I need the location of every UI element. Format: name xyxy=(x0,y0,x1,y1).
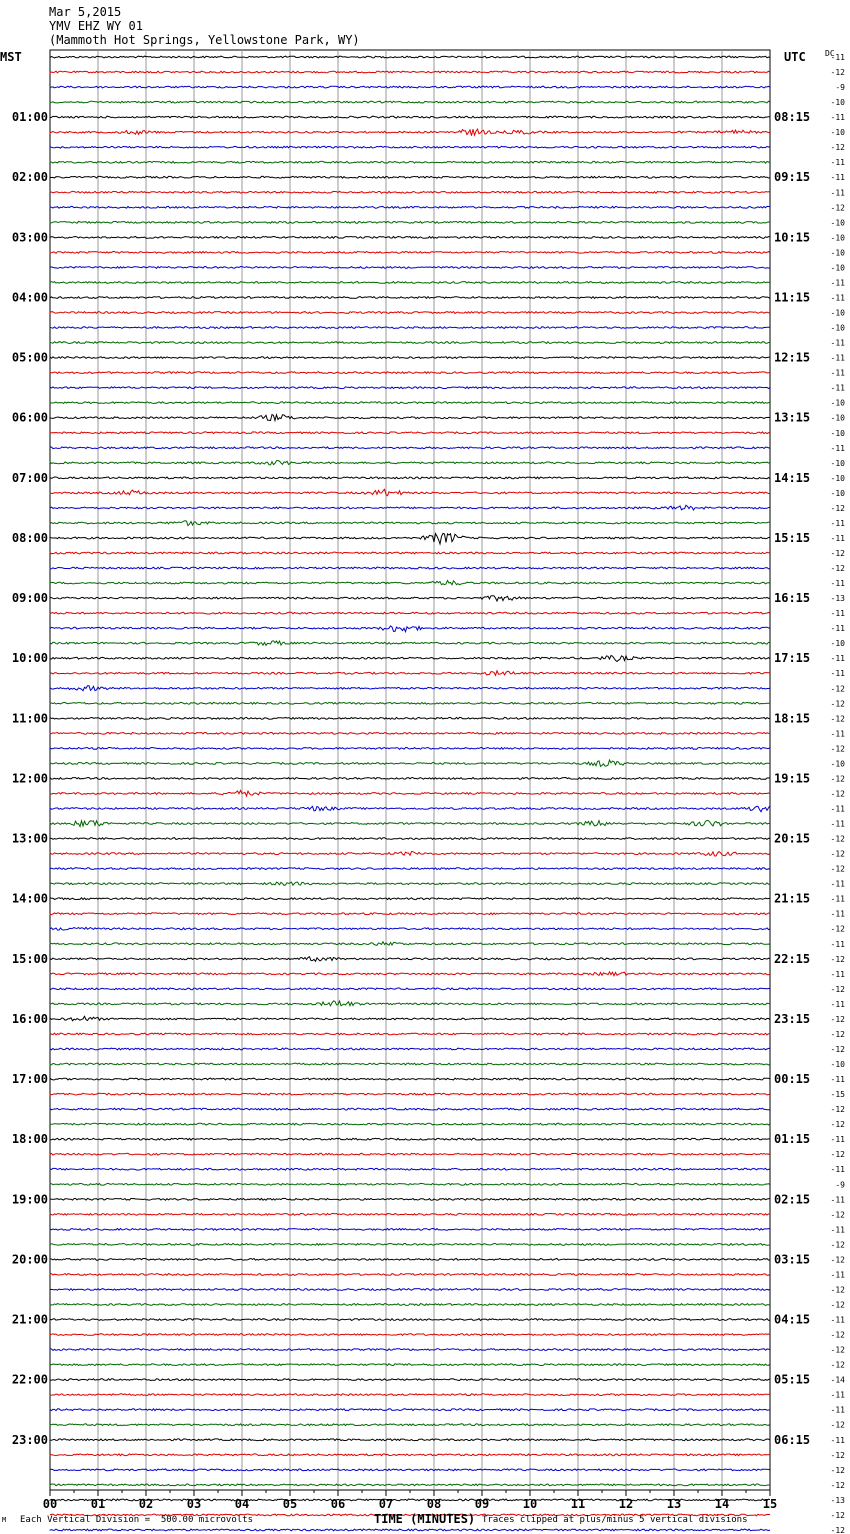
dc-offset-label: -11 xyxy=(830,173,845,183)
seismic-trace xyxy=(50,1469,770,1471)
dc-offset-label: -11 xyxy=(830,969,845,979)
seismic-trace xyxy=(50,237,770,239)
right-hour-label: 00:15 xyxy=(774,1072,811,1087)
seismic-trace xyxy=(50,101,770,103)
dc-offset-label: -10 xyxy=(830,428,845,438)
x-tick-label: 15 xyxy=(762,1497,778,1511)
left-hour-label: 05:00 xyxy=(11,350,48,365)
dc-offset-label: -11 xyxy=(830,669,845,679)
right-hour-label: 20:15 xyxy=(774,831,811,846)
seismic-trace xyxy=(50,1439,770,1441)
seismic-trace xyxy=(50,760,770,766)
seismic-trace xyxy=(50,477,770,479)
seismic-trace xyxy=(50,898,770,900)
seismic-trace xyxy=(50,1424,770,1426)
dc-offset-label: -11 xyxy=(830,909,845,919)
seismic-trace xyxy=(50,612,770,614)
seismic-trace xyxy=(50,1198,770,1200)
seismic-trace xyxy=(50,1138,770,1140)
dc-offset-label: -12 xyxy=(830,864,845,874)
dc-offset-label: -12 xyxy=(830,203,845,213)
seismic-trace xyxy=(50,868,770,870)
seismic-trace xyxy=(50,1364,770,1366)
dc-offset-label: -12 xyxy=(830,1345,845,1355)
dc-offset-label: -11 xyxy=(830,443,845,453)
seismic-trace xyxy=(50,733,770,735)
right-hour-label: 05:15 xyxy=(774,1372,811,1387)
dc-offset-label: -11 xyxy=(830,729,845,739)
left-hour-label: 17:00 xyxy=(11,1072,48,1087)
x-tick-label: 11 xyxy=(570,1497,586,1511)
seismic-trace xyxy=(50,1244,770,1246)
dc-offset-label: -12 xyxy=(830,954,845,964)
seismic-trace xyxy=(50,913,770,915)
seismic-trace xyxy=(50,1394,770,1396)
dc-offset-label: -11 xyxy=(830,158,845,168)
seismic-trace xyxy=(50,702,770,704)
dc-offset-label: -12 xyxy=(830,1480,845,1490)
right-hour-label: 10:15 xyxy=(774,230,811,245)
x-tick-label: 01 xyxy=(90,1497,106,1511)
seismic-trace xyxy=(50,1016,770,1020)
dc-offset-label: -12 xyxy=(830,1105,845,1115)
dc-offset-label: -12 xyxy=(830,789,845,799)
seismic-trace xyxy=(50,1183,770,1185)
seismic-trace xyxy=(50,641,770,646)
right-hour-label: 06:15 xyxy=(774,1432,811,1447)
dc-offset-label: -12 xyxy=(830,1044,845,1054)
seismic-trace xyxy=(50,1228,770,1230)
dc-offset-label: -11 xyxy=(830,579,845,589)
right-hour-label: 17:15 xyxy=(774,651,811,666)
seismic-trace xyxy=(50,1063,770,1065)
x-tick-label: 10 xyxy=(522,1497,538,1511)
seismic-trace xyxy=(50,1484,770,1486)
dc-offset-label: -11 xyxy=(830,1195,845,1205)
dc-offset-label: -12 xyxy=(830,1330,845,1340)
seismic-trace xyxy=(50,927,770,930)
seismic-trace xyxy=(50,552,770,554)
dc-offset-label: -11 xyxy=(830,278,845,288)
dc-offset-label: -14 xyxy=(830,1375,845,1385)
corner-mark: M xyxy=(2,1516,7,1524)
seismic-trace xyxy=(50,806,770,812)
seismic-trace xyxy=(50,820,770,826)
dc-offset-label: -10 xyxy=(830,1060,845,1070)
dc-offset-label: -12 xyxy=(830,744,845,754)
seismic-trace xyxy=(50,1168,770,1170)
dc-offset-label: -10 xyxy=(830,398,845,408)
seismic-trace xyxy=(50,432,770,434)
dc-offset-label: -11 xyxy=(830,654,845,664)
dc-offset-label: -11 xyxy=(830,999,845,1009)
right-timezone-label: UTC xyxy=(784,50,806,64)
right-hour-label: 12:15 xyxy=(774,350,811,365)
left-hour-label: 16:00 xyxy=(11,1011,48,1026)
seismic-trace xyxy=(50,596,770,601)
left-hour-label: 09:00 xyxy=(11,591,48,606)
dc-offset-label: -11 xyxy=(830,1405,845,1415)
left-hour-label: 19:00 xyxy=(11,1192,48,1207)
x-tick-label: 08 xyxy=(426,1497,442,1511)
x-tick-label: 12 xyxy=(618,1497,634,1511)
right-hour-label: 18:15 xyxy=(774,711,811,726)
dc-offset-label: -10 xyxy=(830,488,845,498)
dc-offset-label: -11 xyxy=(830,894,845,904)
dc-offset-label: -12 xyxy=(830,1300,845,1310)
seismic-trace xyxy=(50,717,770,719)
dc-offset-label: -12 xyxy=(830,503,845,513)
dc-offset-label: -12 xyxy=(830,1285,845,1295)
dc-offset-label: -11 xyxy=(830,1225,845,1235)
right-hour-label: 13:15 xyxy=(774,410,811,425)
left-hour-label: 21:00 xyxy=(11,1312,48,1327)
right-hour-label: 02:15 xyxy=(774,1192,811,1207)
seismic-trace xyxy=(50,656,770,662)
seismic-trace xyxy=(50,1213,770,1215)
x-tick-label: 03 xyxy=(186,1497,202,1511)
seismic-trace xyxy=(50,71,770,73)
dc-offset-label: -12 xyxy=(830,1525,845,1534)
dc-offset-label: -11 xyxy=(830,939,845,949)
dc-offset-label: -11 xyxy=(830,1075,845,1085)
seismic-trace xyxy=(50,1108,770,1110)
dc-offset-label: -11 xyxy=(830,879,845,889)
seismic-trace xyxy=(50,748,770,750)
seismic-trace xyxy=(50,372,770,374)
seismic-trace xyxy=(50,1078,770,1080)
left-hour-label: 20:00 xyxy=(11,1252,48,1267)
dc-offset-label: -12 xyxy=(830,1014,845,1024)
seismic-trace xyxy=(50,191,770,193)
seismic-trace xyxy=(50,1334,770,1336)
right-hour-label: 14:15 xyxy=(774,470,811,485)
dc-offset-label: -10 xyxy=(830,233,845,243)
seismic-trace xyxy=(50,1304,770,1306)
dc-offset-label: -11 xyxy=(830,1435,845,1445)
dc-offset-label: -11 xyxy=(830,293,845,303)
seismic-trace xyxy=(50,882,770,885)
dc-offset-label: -12 xyxy=(830,849,845,859)
left-hour-label: 02:00 xyxy=(11,170,48,185)
seismic-trace xyxy=(50,402,770,404)
seismic-trace xyxy=(50,686,770,691)
seismic-trace xyxy=(50,1454,770,1456)
left-hour-label: 08:00 xyxy=(11,530,48,545)
dc-offset-label: -11 xyxy=(830,518,845,528)
right-hour-label: 16:15 xyxy=(774,591,811,606)
x-tick-label: 09 xyxy=(474,1497,490,1511)
dc-offset-label: -12 xyxy=(830,1210,845,1220)
seismic-trace xyxy=(50,312,770,314)
left-timezone-label: MST xyxy=(0,50,22,64)
left-hour-label: 07:00 xyxy=(11,470,48,485)
dc-offset-label: -11 xyxy=(830,1165,845,1175)
left-hour-label: 04:00 xyxy=(11,290,48,305)
seismic-trace xyxy=(50,1319,770,1321)
station-code: YMV EHZ WY 01 xyxy=(49,19,143,33)
dc-offset-label: -10 xyxy=(830,323,845,333)
right-hour-label: 21:15 xyxy=(774,891,811,906)
dc-offset-label: -12 xyxy=(830,924,845,934)
dc-offset-label: -10 xyxy=(830,759,845,769)
seismic-trace xyxy=(50,116,770,118)
right-hour-label: 11:15 xyxy=(774,290,811,305)
dc-offset-label: -15 xyxy=(830,1090,845,1100)
seismic-trace xyxy=(50,852,770,857)
seismic-trace xyxy=(50,790,770,796)
seismic-trace xyxy=(50,1274,770,1276)
vertical-division-note: Each Vertical Division = 500.00 microvolts xyxy=(20,1515,253,1525)
dc-offset-label: -10 xyxy=(830,458,845,468)
dc-offset-label: -10 xyxy=(830,473,845,483)
left-hour-label: 15:00 xyxy=(11,951,48,966)
dc-offset-header: DC xyxy=(825,49,835,58)
seismic-trace xyxy=(50,129,770,136)
dc-offset-label: -11 xyxy=(830,53,845,62)
dc-offset-label: -10 xyxy=(830,639,845,649)
dc-offset-label: -9 xyxy=(835,1180,845,1190)
x-axis-title: TIME (MINUTES) xyxy=(374,1512,476,1526)
seismic-trace xyxy=(50,778,770,780)
seismic-trace xyxy=(50,838,770,840)
seismic-trace xyxy=(50,957,770,962)
dc-offset-label: -12 xyxy=(830,548,845,558)
seismic-trace xyxy=(50,176,770,178)
seismic-trace xyxy=(50,942,770,946)
x-tick-label: 06 xyxy=(330,1497,346,1511)
x-tick-label: 04 xyxy=(234,1497,250,1511)
seismic-trace xyxy=(50,505,770,510)
left-hour-label: 12:00 xyxy=(11,771,48,786)
seismic-trace xyxy=(50,327,770,329)
seismic-trace xyxy=(50,533,770,544)
seismic-trace xyxy=(50,1153,770,1155)
seismic-trace xyxy=(50,1001,770,1006)
seismic-trace xyxy=(50,357,770,359)
right-hour-label: 15:15 xyxy=(774,530,811,545)
dc-offset-label: -12 xyxy=(830,834,845,844)
dc-offset-label: -13 xyxy=(830,594,845,604)
left-hour-label: 13:00 xyxy=(11,831,48,846)
dc-offset-label: -11 xyxy=(830,1315,845,1325)
dc-offset-label: -11 xyxy=(830,368,845,378)
seismic-trace xyxy=(50,161,770,163)
dc-offset-label: -11 xyxy=(830,804,845,814)
dc-offset-label: -11 xyxy=(830,1390,845,1400)
dc-offset-label: -10 xyxy=(830,413,845,423)
seismic-trace xyxy=(50,1349,770,1351)
dc-offset-label: -10 xyxy=(830,128,845,138)
dc-offset-label: -12 xyxy=(830,1360,845,1370)
right-hour-label: 19:15 xyxy=(774,771,811,786)
dc-offset-label: -12 xyxy=(830,1240,845,1250)
dc-offset-label: -11 xyxy=(830,533,845,543)
x-tick-label: 02 xyxy=(138,1497,154,1511)
seismic-trace xyxy=(50,626,770,632)
dc-offset-label: -12 xyxy=(830,699,845,709)
dc-offset-label: -12 xyxy=(830,68,845,78)
seismic-trace xyxy=(50,521,770,526)
seismic-trace xyxy=(50,387,770,389)
seismic-trace xyxy=(50,581,770,585)
dc-offset-label: -12 xyxy=(830,1255,845,1265)
dc-offset-label: -10 xyxy=(830,263,845,273)
right-hour-label: 04:15 xyxy=(774,1312,811,1327)
dc-offset-label: -12 xyxy=(830,1029,845,1039)
left-hour-label: 22:00 xyxy=(11,1372,48,1387)
right-hour-label: 03:15 xyxy=(774,1252,811,1267)
x-tick-label: 13 xyxy=(666,1497,682,1511)
dc-offset-label: -11 xyxy=(830,188,845,198)
dc-offset-label: -12 xyxy=(830,714,845,724)
seismic-trace xyxy=(50,1093,770,1095)
seismic-trace xyxy=(50,1048,770,1050)
seismic-trace xyxy=(50,1033,770,1035)
dc-offset-label: -10 xyxy=(830,248,845,258)
dc-offset-label: -11 xyxy=(830,609,845,619)
seismic-trace xyxy=(50,1529,770,1531)
x-tick-label: 00 xyxy=(42,1497,58,1511)
dc-offset-label: -9 xyxy=(835,83,845,93)
dc-offset-label: -11 xyxy=(830,338,845,348)
seismic-trace xyxy=(50,1289,770,1291)
x-tick-label: 07 xyxy=(378,1497,394,1511)
seismic-trace xyxy=(50,567,770,569)
clipping-note: Traces clipped at plus/minus 5 vertical divisions xyxy=(482,1515,748,1525)
seismic-trace xyxy=(50,342,770,344)
left-hour-label: 11:00 xyxy=(11,711,48,726)
dc-offset-label: -12 xyxy=(830,1450,845,1460)
right-hour-label: 09:15 xyxy=(774,170,811,185)
right-hour-label: 23:15 xyxy=(774,1011,811,1026)
seismic-trace xyxy=(50,1259,770,1261)
seismic-trace xyxy=(50,1499,770,1501)
dc-offset-label: -11 xyxy=(830,624,845,634)
dc-offset-label: -12 xyxy=(830,1150,845,1160)
dc-offset-label: -12 xyxy=(830,684,845,694)
seismic-trace xyxy=(50,146,770,148)
left-hour-label: 18:00 xyxy=(11,1132,48,1147)
seismic-trace xyxy=(50,282,770,284)
dc-offset-label: -10 xyxy=(830,308,845,318)
dc-offset-label: -13 xyxy=(830,1495,845,1505)
right-hour-label: 22:15 xyxy=(774,951,811,966)
seismic-trace xyxy=(50,988,770,990)
left-hour-label: 01:00 xyxy=(11,110,48,125)
dc-offset-label: -12 xyxy=(830,1465,845,1475)
left-hour-label: 06:00 xyxy=(11,410,48,425)
dc-offset-label: -12 xyxy=(830,143,845,153)
seismic-trace xyxy=(50,267,770,269)
right-hour-label: 08:15 xyxy=(774,110,811,125)
dc-offset-label: -11 xyxy=(830,1135,845,1145)
dc-offset-label: -11 xyxy=(830,819,845,829)
x-tick-label: 14 xyxy=(714,1497,730,1511)
dc-offset-label: -11 xyxy=(830,353,845,363)
station-location: (Mammoth Hot Springs, Yellowstone Park, WY) xyxy=(49,33,360,47)
seismic-trace xyxy=(50,447,770,449)
dc-offset-label: -11 xyxy=(830,383,845,393)
left-hour-label: 03:00 xyxy=(11,230,48,245)
seismic-trace xyxy=(50,461,770,465)
dc-offset-label: -11 xyxy=(830,1270,845,1280)
seismic-trace xyxy=(50,297,770,299)
seismic-trace xyxy=(50,489,770,495)
plot-date: Mar 5,2015 xyxy=(49,5,122,19)
seismic-trace xyxy=(50,1379,770,1381)
seismic-trace xyxy=(50,1409,770,1411)
seismic-trace xyxy=(50,252,770,254)
seismic-trace xyxy=(50,206,770,208)
dc-offset-label: -10 xyxy=(830,98,845,108)
dc-offset-label: -10 xyxy=(830,218,845,228)
left-hour-label: 23:00 xyxy=(11,1432,48,1447)
seismic-trace xyxy=(50,972,770,976)
seismic-trace xyxy=(50,221,770,223)
left-hour-label: 14:00 xyxy=(11,891,48,906)
dc-offset-label: -12 xyxy=(830,1420,845,1430)
seismic-trace xyxy=(50,86,770,88)
dc-offset-label: -12 xyxy=(830,1120,845,1130)
left-hour-label: 10:00 xyxy=(11,651,48,666)
dc-offset-label: -12 xyxy=(830,564,845,574)
dc-offset-label: -12 xyxy=(830,984,845,994)
seismic-trace xyxy=(50,56,770,58)
seismic-trace xyxy=(50,1123,770,1125)
x-tick-label: 05 xyxy=(282,1497,298,1511)
seismic-trace xyxy=(50,671,770,676)
dc-offset-label: -11 xyxy=(830,113,845,123)
seismic-trace xyxy=(50,415,770,421)
dc-offset-label: -12 xyxy=(830,1510,845,1520)
dc-offset-label: -12 xyxy=(830,774,845,784)
right-hour-label: 01:15 xyxy=(774,1132,811,1147)
